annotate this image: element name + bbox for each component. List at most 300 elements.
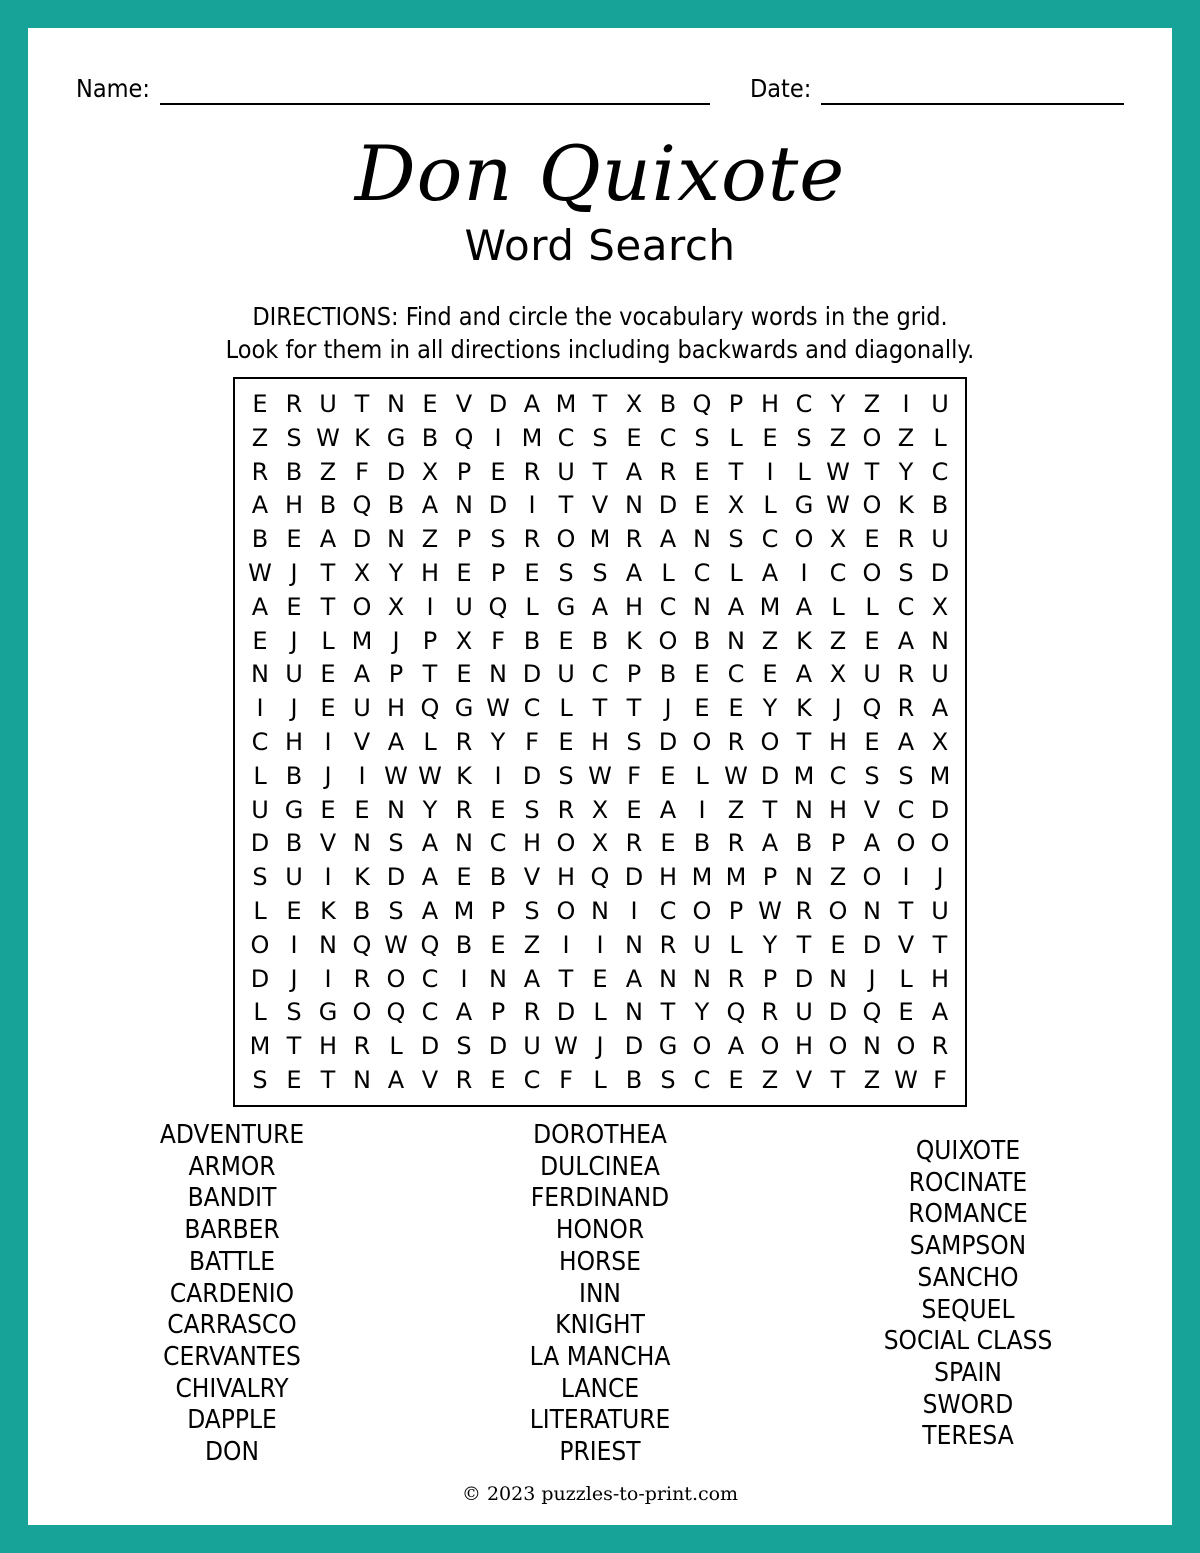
grid-cell[interactable]: E bbox=[490, 930, 506, 959]
grid-cell[interactable]: N bbox=[693, 525, 711, 554]
grid-cell[interactable]: U bbox=[931, 897, 949, 926]
grid-cell[interactable]: E bbox=[558, 727, 574, 756]
grid-cell[interactable]: P bbox=[762, 863, 778, 892]
grid-cell[interactable]: S bbox=[694, 423, 710, 452]
grid-cell[interactable]: L bbox=[253, 761, 267, 790]
grid-cell[interactable]: S bbox=[898, 761, 914, 790]
grid-cell[interactable]: R bbox=[523, 525, 541, 554]
grid-cell[interactable]: A bbox=[897, 727, 915, 756]
grid-cell[interactable]: H bbox=[522, 829, 542, 858]
grid-cell[interactable]: E bbox=[558, 626, 574, 655]
grid-cell[interactable]: Y bbox=[898, 457, 914, 486]
grid-cell[interactable]: B bbox=[795, 829, 813, 858]
grid-cell[interactable]: I bbox=[460, 964, 468, 993]
grid-cell[interactable]: Y bbox=[388, 558, 404, 587]
grid-cell[interactable]: R bbox=[659, 457, 677, 486]
grid-cell[interactable]: V bbox=[353, 727, 371, 756]
grid-cell[interactable]: Y bbox=[830, 389, 846, 418]
grid-cell[interactable]: S bbox=[388, 829, 404, 858]
grid-cell[interactable]: E bbox=[490, 1066, 506, 1095]
grid-cell[interactable]: B bbox=[353, 897, 371, 926]
grid-cell[interactable]: B bbox=[659, 660, 677, 689]
grid-cell[interactable]: I bbox=[256, 694, 264, 723]
grid-cell[interactable]: X bbox=[625, 389, 643, 418]
grid-cell[interactable]: F bbox=[627, 761, 641, 790]
grid-cell[interactable]: O bbox=[658, 626, 678, 655]
grid-cell[interactable]: U bbox=[931, 660, 949, 689]
grid-cell[interactable]: W bbox=[588, 761, 612, 790]
grid-cell[interactable]: G bbox=[556, 592, 576, 621]
grid-cell[interactable]: V bbox=[319, 829, 337, 858]
grid-cell[interactable]: L bbox=[253, 897, 267, 926]
grid-cell[interactable]: W bbox=[248, 558, 272, 587]
grid-cell[interactable]: O bbox=[352, 998, 372, 1027]
grid-cell[interactable]: O bbox=[930, 829, 950, 858]
grid-cell[interactable]: I bbox=[324, 863, 332, 892]
grid-cell[interactable]: R bbox=[897, 694, 915, 723]
grid-cell[interactable]: I bbox=[290, 930, 298, 959]
grid-cell[interactable]: E bbox=[728, 694, 744, 723]
grid-cell[interactable]: U bbox=[319, 389, 337, 418]
grid-cell[interactable]: B bbox=[421, 423, 439, 452]
grid-cell[interactable]: N bbox=[795, 795, 813, 824]
grid-cell[interactable]: Z bbox=[897, 423, 915, 452]
grid-cell[interactable]: U bbox=[795, 998, 813, 1027]
grid-cell[interactable]: N bbox=[489, 660, 507, 689]
grid-cell[interactable]: A bbox=[387, 1066, 405, 1095]
grid-cell[interactable]: U bbox=[557, 457, 575, 486]
grid-cell[interactable]: U bbox=[285, 660, 303, 689]
grid-cell[interactable]: D bbox=[658, 727, 678, 756]
grid-cell[interactable]: O bbox=[862, 423, 882, 452]
grid-cell[interactable]: E bbox=[728, 1066, 744, 1095]
grid-cell[interactable]: E bbox=[660, 829, 676, 858]
grid-cell[interactable]: L bbox=[729, 423, 743, 452]
grid-cell[interactable]: C bbox=[421, 998, 439, 1027]
grid-cell[interactable]: S bbox=[252, 863, 268, 892]
grid-cell[interactable]: O bbox=[250, 930, 270, 959]
grid-cell[interactable]: D bbox=[794, 964, 814, 993]
grid-cell[interactable]: T bbox=[320, 558, 336, 587]
grid-cell[interactable]: D bbox=[352, 525, 372, 554]
grid-cell[interactable]: C bbox=[421, 964, 439, 993]
grid-cell[interactable]: F bbox=[355, 457, 369, 486]
grid-cell[interactable]: L bbox=[525, 592, 539, 621]
grid-cell[interactable]: V bbox=[523, 863, 541, 892]
grid-cell[interactable]: M bbox=[929, 761, 951, 790]
grid-cell[interactable]: Z bbox=[829, 423, 847, 452]
grid-cell[interactable]: A bbox=[625, 964, 643, 993]
grid-cell[interactable]: T bbox=[558, 964, 574, 993]
grid-cell[interactable]: I bbox=[324, 964, 332, 993]
grid-cell[interactable]: J bbox=[290, 626, 298, 655]
grid-cell[interactable]: O bbox=[556, 829, 576, 858]
grid-cell[interactable]: D bbox=[250, 829, 270, 858]
grid-cell[interactable]: U bbox=[523, 1032, 541, 1061]
grid-cell[interactable]: M bbox=[589, 525, 611, 554]
grid-cell[interactable]: M bbox=[691, 863, 713, 892]
grid-cell[interactable]: Z bbox=[829, 863, 847, 892]
grid-cell[interactable]: J bbox=[324, 761, 332, 790]
grid-cell[interactable]: S bbox=[864, 761, 880, 790]
grid-cell[interactable]: Z bbox=[829, 626, 847, 655]
grid-cell[interactable]: J bbox=[868, 964, 876, 993]
grid-cell[interactable]: Z bbox=[421, 525, 439, 554]
grid-cell[interactable]: X bbox=[387, 592, 405, 621]
grid-cell[interactable]: C bbox=[659, 592, 677, 621]
grid-cell[interactable]: E bbox=[286, 525, 302, 554]
grid-cell[interactable]: V bbox=[421, 1066, 439, 1095]
grid-cell[interactable]: I bbox=[528, 491, 536, 520]
grid-cell[interactable]: X bbox=[727, 491, 745, 520]
grid-cell[interactable]: U bbox=[863, 660, 881, 689]
grid-cell[interactable]: C bbox=[251, 727, 269, 756]
grid-cell[interactable]: A bbox=[897, 626, 915, 655]
grid-cell[interactable]: E bbox=[762, 660, 778, 689]
grid-cell[interactable]: D bbox=[760, 761, 780, 790]
grid-cell[interactable]: C bbox=[761, 525, 779, 554]
grid-cell[interactable]: I bbox=[766, 457, 774, 486]
grid-cell[interactable]: O bbox=[556, 525, 576, 554]
grid-cell[interactable]: Q bbox=[862, 998, 882, 1027]
grid-cell[interactable]: A bbox=[625, 558, 643, 587]
grid-cell[interactable]: B bbox=[285, 829, 303, 858]
grid-cell[interactable]: B bbox=[285, 457, 303, 486]
grid-cell[interactable]: O bbox=[862, 491, 882, 520]
grid-cell[interactable]: N bbox=[693, 964, 711, 993]
grid-cell[interactable]: O bbox=[862, 863, 882, 892]
grid-cell[interactable]: H bbox=[318, 1032, 338, 1061]
grid-cell[interactable]: T bbox=[354, 389, 370, 418]
grid-cell[interactable]: E bbox=[490, 795, 506, 824]
grid-cell[interactable]: T bbox=[592, 457, 608, 486]
grid-cell[interactable]: P bbox=[728, 389, 744, 418]
grid-cell[interactable]: D bbox=[828, 998, 848, 1027]
grid-cell[interactable]: D bbox=[930, 795, 950, 824]
grid-cell[interactable]: M bbox=[725, 863, 747, 892]
grid-cell[interactable]: N bbox=[353, 829, 371, 858]
grid-cell[interactable]: E bbox=[286, 897, 302, 926]
grid-cell[interactable]: U bbox=[931, 389, 949, 418]
grid-cell[interactable]: O bbox=[386, 964, 406, 993]
grid-cell[interactable]: T bbox=[660, 998, 676, 1027]
grid-cell[interactable]: W bbox=[826, 457, 850, 486]
grid-cell[interactable]: W bbox=[758, 897, 782, 926]
grid-cell[interactable]: F bbox=[525, 727, 539, 756]
grid-cell[interactable]: E bbox=[422, 389, 438, 418]
grid-cell[interactable]: N bbox=[353, 1066, 371, 1095]
grid-cell[interactable]: A bbox=[251, 592, 269, 621]
grid-cell[interactable]: C bbox=[897, 795, 915, 824]
grid-cell[interactable]: X bbox=[829, 660, 847, 689]
grid-cell[interactable]: T bbox=[762, 795, 778, 824]
grid-cell[interactable]: D bbox=[250, 964, 270, 993]
grid-cell[interactable]: A bbox=[795, 660, 813, 689]
grid-cell[interactable]: S bbox=[524, 897, 540, 926]
grid-cell[interactable]: A bbox=[727, 1032, 745, 1061]
grid-cell[interactable]: B bbox=[387, 491, 405, 520]
grid-cell[interactable]: L bbox=[253, 998, 267, 1027]
grid-cell[interactable]: E bbox=[456, 863, 472, 892]
grid-cell[interactable]: E bbox=[252, 626, 268, 655]
grid-cell[interactable]: M bbox=[453, 897, 475, 926]
grid-cell[interactable]: G bbox=[794, 491, 814, 520]
grid-cell[interactable]: U bbox=[353, 694, 371, 723]
grid-cell[interactable]: Y bbox=[422, 795, 438, 824]
grid-cell[interactable]: B bbox=[455, 930, 473, 959]
grid-cell[interactable]: N bbox=[863, 897, 881, 926]
grid-cell[interactable]: N bbox=[591, 897, 609, 926]
grid-cell[interactable]: Z bbox=[863, 389, 881, 418]
grid-cell[interactable]: X bbox=[591, 829, 609, 858]
grid-cell[interactable]: E bbox=[252, 389, 268, 418]
grid-cell[interactable]: O bbox=[760, 727, 780, 756]
grid-cell[interactable]: P bbox=[490, 897, 506, 926]
grid-cell[interactable]: F bbox=[933, 1066, 947, 1095]
grid-cell[interactable]: A bbox=[659, 795, 677, 824]
grid-cell[interactable]: H bbox=[930, 964, 950, 993]
grid-cell[interactable]: C bbox=[523, 1066, 541, 1095]
grid-cell[interactable]: R bbox=[523, 457, 541, 486]
grid-cell[interactable]: E bbox=[694, 491, 710, 520]
grid-cell[interactable]: I bbox=[596, 930, 604, 959]
grid-cell[interactable]: A bbox=[795, 592, 813, 621]
grid-cell[interactable]: G bbox=[386, 423, 406, 452]
grid-cell[interactable]: B bbox=[931, 491, 949, 520]
grid-cell[interactable]: A bbox=[421, 491, 439, 520]
grid-cell[interactable]: B bbox=[591, 626, 609, 655]
grid-cell[interactable]: O bbox=[692, 897, 712, 926]
grid-cell[interactable]: O bbox=[760, 1032, 780, 1061]
grid-cell[interactable]: N bbox=[795, 863, 813, 892]
grid-cell[interactable]: P bbox=[456, 457, 472, 486]
grid-cell[interactable]: L bbox=[865, 592, 879, 621]
grid-cell[interactable]: I bbox=[902, 389, 910, 418]
grid-cell[interactable]: C bbox=[489, 829, 507, 858]
grid-cell[interactable]: F bbox=[559, 1066, 573, 1095]
grid-cell[interactable]: A bbox=[591, 592, 609, 621]
grid-cell[interactable]: Q bbox=[590, 863, 610, 892]
grid-cell[interactable]: H bbox=[658, 863, 678, 892]
grid-cell[interactable]: S bbox=[592, 558, 608, 587]
grid-cell[interactable]: H bbox=[624, 592, 644, 621]
grid-cell[interactable]: A bbox=[761, 829, 779, 858]
grid-cell[interactable]: S bbox=[626, 727, 642, 756]
grid-cell[interactable]: W bbox=[384, 761, 408, 790]
grid-cell[interactable]: X bbox=[931, 592, 949, 621]
grid-cell[interactable]: R bbox=[285, 389, 303, 418]
grid-cell[interactable]: R bbox=[625, 829, 643, 858]
grid-cell[interactable]: F bbox=[491, 626, 505, 655]
grid-cell[interactable]: V bbox=[863, 795, 881, 824]
grid-cell[interactable]: R bbox=[353, 1032, 371, 1061]
grid-cell[interactable]: Q bbox=[352, 491, 372, 520]
grid-cell[interactable]: L bbox=[593, 1066, 607, 1095]
grid-cell[interactable]: L bbox=[661, 558, 675, 587]
grid-cell[interactable]: U bbox=[251, 795, 269, 824]
grid-cell[interactable]: Z bbox=[523, 930, 541, 959]
grid-cell[interactable]: N bbox=[693, 592, 711, 621]
grid-cell[interactable]: G bbox=[658, 1032, 678, 1061]
grid-cell[interactable]: P bbox=[456, 525, 472, 554]
grid-cell[interactable]: R bbox=[557, 795, 575, 824]
grid-cell[interactable]: D bbox=[624, 863, 644, 892]
grid-cell[interactable]: P bbox=[626, 660, 642, 689]
grid-cell[interactable]: N bbox=[625, 930, 643, 959]
grid-cell[interactable]: T bbox=[592, 694, 608, 723]
grid-cell[interactable]: T bbox=[558, 491, 574, 520]
grid-cell[interactable]: J bbox=[290, 558, 298, 587]
grid-cell[interactable]: O bbox=[828, 897, 848, 926]
grid-cell[interactable]: W bbox=[724, 761, 748, 790]
grid-cell[interactable]: A bbox=[523, 964, 541, 993]
grid-cell[interactable]: B bbox=[319, 491, 337, 520]
grid-cell[interactable]: S bbox=[558, 761, 574, 790]
grid-cell[interactable]: Q bbox=[420, 930, 440, 959]
grid-cell[interactable]: C bbox=[659, 423, 677, 452]
grid-cell[interactable]: L bbox=[797, 457, 811, 486]
grid-cell[interactable]: K bbox=[354, 423, 370, 452]
grid-cell[interactable]: E bbox=[864, 525, 880, 554]
grid-cell[interactable]: A bbox=[353, 660, 371, 689]
grid-cell[interactable]: R bbox=[625, 525, 643, 554]
grid-cell[interactable]: H bbox=[794, 1032, 814, 1061]
grid-cell[interactable]: U bbox=[931, 525, 949, 554]
grid-cell[interactable]: D bbox=[386, 457, 406, 486]
grid-cell[interactable]: S bbox=[898, 558, 914, 587]
grid-cell[interactable]: R bbox=[455, 1066, 473, 1095]
grid-cell[interactable]: G bbox=[454, 694, 474, 723]
grid-cell[interactable]: E bbox=[320, 660, 336, 689]
grid-cell[interactable]: E bbox=[694, 660, 710, 689]
grid-cell[interactable]: E bbox=[626, 423, 642, 452]
grid-cell[interactable]: R bbox=[795, 897, 813, 926]
grid-cell[interactable]: C bbox=[931, 457, 949, 486]
grid-cell[interactable]: T bbox=[320, 592, 336, 621]
grid-cell[interactable]: C bbox=[591, 660, 609, 689]
grid-cell[interactable]: E bbox=[864, 626, 880, 655]
grid-cell[interactable]: K bbox=[898, 491, 914, 520]
grid-cell[interactable]: L bbox=[763, 491, 777, 520]
grid-cell[interactable]: H bbox=[284, 727, 304, 756]
grid-cell[interactable]: A bbox=[251, 491, 269, 520]
grid-cell[interactable]: J bbox=[392, 626, 400, 655]
grid-cell[interactable]: H bbox=[284, 491, 304, 520]
grid-cell[interactable]: L bbox=[933, 423, 947, 452]
grid-cell[interactable]: D bbox=[658, 491, 678, 520]
grid-cell[interactable]: V bbox=[897, 930, 915, 959]
date-input-line[interactable] bbox=[821, 77, 1124, 105]
name-input-line[interactable] bbox=[160, 77, 710, 105]
grid-cell[interactable]: A bbox=[863, 829, 881, 858]
grid-cell[interactable]: X bbox=[931, 727, 949, 756]
grid-cell[interactable]: T bbox=[830, 1066, 846, 1095]
grid-cell[interactable]: T bbox=[728, 457, 744, 486]
grid-cell[interactable]: N bbox=[387, 525, 405, 554]
grid-cell[interactable]: O bbox=[896, 1032, 916, 1061]
grid-cell[interactable]: E bbox=[694, 457, 710, 486]
grid-cell[interactable]: B bbox=[693, 829, 711, 858]
grid-cell[interactable]: H bbox=[420, 558, 440, 587]
grid-cell[interactable]: L bbox=[899, 964, 913, 993]
grid-cell[interactable]: C bbox=[727, 660, 745, 689]
grid-cell[interactable]: O bbox=[828, 1032, 848, 1061]
grid-cell[interactable]: E bbox=[694, 694, 710, 723]
grid-cell[interactable]: B bbox=[659, 389, 677, 418]
grid-cell[interactable]: U bbox=[557, 660, 575, 689]
grid-cell[interactable]: O bbox=[794, 525, 814, 554]
grid-cell[interactable]: T bbox=[422, 660, 438, 689]
grid-cell[interactable]: Q bbox=[488, 592, 508, 621]
grid-cell[interactable]: C bbox=[829, 761, 847, 790]
grid-cell[interactable]: A bbox=[727, 592, 745, 621]
grid-cell[interactable]: M bbox=[793, 761, 815, 790]
grid-cell[interactable]: S bbox=[728, 525, 744, 554]
grid-cell[interactable]: D bbox=[488, 389, 508, 418]
grid-cell[interactable]: J bbox=[834, 694, 842, 723]
grid-cell[interactable]: B bbox=[693, 626, 711, 655]
grid-cell[interactable]: R bbox=[727, 964, 745, 993]
grid-cell[interactable]: W bbox=[894, 1066, 918, 1095]
grid-cell[interactable]: E bbox=[864, 727, 880, 756]
grid-cell[interactable]: W bbox=[384, 930, 408, 959]
grid-cell[interactable]: E bbox=[320, 795, 336, 824]
grid-cell[interactable]: P bbox=[388, 660, 404, 689]
grid-cell[interactable]: E bbox=[524, 558, 540, 587]
grid-cell[interactable]: J bbox=[290, 964, 298, 993]
grid-cell[interactable]: E bbox=[354, 795, 370, 824]
grid-cell[interactable]: H bbox=[828, 795, 848, 824]
grid-cell[interactable]: U bbox=[285, 863, 303, 892]
grid-cell[interactable]: P bbox=[728, 897, 744, 926]
grid-cell[interactable]: Q bbox=[386, 998, 406, 1027]
grid-cell[interactable]: K bbox=[626, 626, 642, 655]
grid-cell[interactable]: A bbox=[387, 727, 405, 756]
grid-cell[interactable]: W bbox=[486, 694, 510, 723]
grid-cell[interactable]: X bbox=[591, 795, 609, 824]
grid-cell[interactable]: B bbox=[489, 863, 507, 892]
grid-cell[interactable]: J bbox=[664, 694, 672, 723]
grid-cell[interactable]: S bbox=[252, 1066, 268, 1095]
grid-cell[interactable]: Q bbox=[726, 998, 746, 1027]
grid-cell[interactable]: E bbox=[762, 423, 778, 452]
grid-cell[interactable]: A bbox=[421, 829, 439, 858]
grid-cell[interactable]: V bbox=[455, 389, 473, 418]
grid-cell[interactable]: S bbox=[490, 525, 506, 554]
grid-cell[interactable]: D bbox=[624, 1032, 644, 1061]
grid-cell[interactable]: S bbox=[286, 998, 302, 1027]
grid-cell[interactable]: N bbox=[625, 491, 643, 520]
grid-cell[interactable]: Y bbox=[490, 727, 506, 756]
grid-cell[interactable]: T bbox=[932, 930, 948, 959]
grid-cell[interactable]: T bbox=[626, 694, 642, 723]
grid-cell[interactable]: W bbox=[316, 423, 340, 452]
grid-cell[interactable]: P bbox=[490, 558, 506, 587]
grid-cell[interactable]: A bbox=[523, 389, 541, 418]
grid-cell[interactable]: E bbox=[456, 558, 472, 587]
grid-cell[interactable]: L bbox=[559, 694, 573, 723]
grid-cell[interactable]: B bbox=[523, 626, 541, 655]
grid-cell[interactable]: U bbox=[455, 592, 473, 621]
grid-cell[interactable]: C bbox=[659, 897, 677, 926]
grid-cell[interactable]: O bbox=[352, 592, 372, 621]
grid-cell[interactable]: P bbox=[490, 998, 506, 1027]
grid-cell[interactable]: O bbox=[692, 1032, 712, 1061]
grid-cell[interactable]: V bbox=[795, 1066, 813, 1095]
grid-cell[interactable]: T bbox=[898, 897, 914, 926]
grid-cell[interactable]: C bbox=[523, 694, 541, 723]
grid-cell[interactable]: J bbox=[936, 863, 944, 892]
